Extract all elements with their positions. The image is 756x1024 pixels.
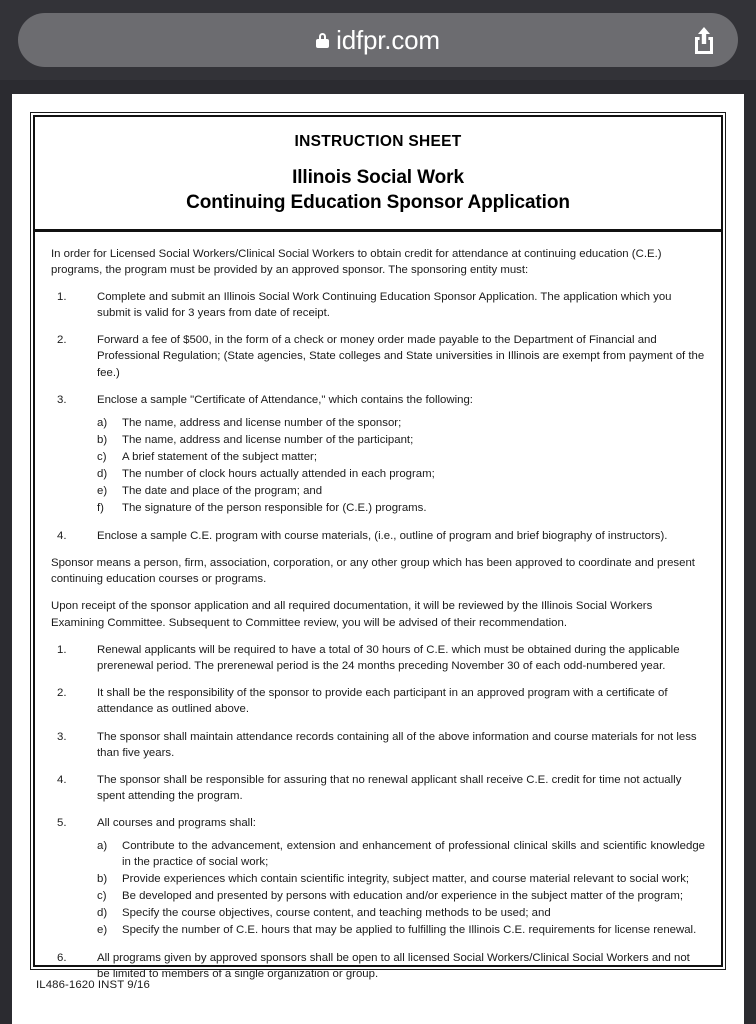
browser-toolbar [0, 0, 756, 80]
list-item-text: The name, address and license number of the participant; [122, 434, 414, 446]
url-text: idfpr.com [336, 24, 440, 55]
list-item [51, 642, 705, 674]
list-item-text: Specify the number of C.E. hours that may be applied to fulfilling the Illinois C.E. requirements for license renewal. [122, 924, 697, 937]
list-item [97, 872, 705, 888]
list-marker: c) [97, 450, 107, 463]
list-item [97, 923, 705, 939]
list-marker: 2. [57, 334, 67, 347]
list-item-text: Renewal applicants will be required to have a total of 30 hours of C.E. which must be obtained during the applicable prerenewal period. The prerenewal period is the 24 months preceding November 30 of each odd-numbered year. [97, 643, 680, 672]
list-item [97, 467, 705, 483]
list-marker: b) [97, 873, 108, 886]
list-item [97, 889, 705, 905]
list-item-text: Forward a fee of $500, in the form of a check or money order made payable to the Department of Financial and Professional Regulation; (State agencies, State colleges and State universities in Illinois are exempt from payment of the fee.) [97, 334, 705, 379]
list-item-text: It shall be the responsibility of the sponsor to provide each participant in an approved program with a certificate of attendance as outlined above. [97, 687, 668, 716]
list-item-text: The name, address and license number of the sponsor; [122, 417, 402, 430]
list-item-text: Complete and submit an Illinois Social Work Continuing Education Sponsor Application. The application which you submit is valid for 3 years from date of receipt. [97, 290, 672, 320]
list-item-text: The signature of the person responsible for (C.E.) programs. [122, 501, 427, 514]
document-form-number: IL486-1620 INST 9/16 [36, 979, 150, 991]
document-body [35, 232, 721, 981]
document-title-line-1: Illinois Social Work [292, 167, 464, 188]
share-icon [691, 25, 717, 55]
list-item-text: All courses and programs shall: [97, 817, 256, 830]
list-marker: 4. [57, 529, 67, 542]
sponsor-definition-paragraph: Sponsor means a person, firm, association, corporation, or any other group which has been approved to coordinate and present continuing education courses or programs. [51, 557, 695, 586]
list-item-text: Contribute to the advancement, extension and enhancement of professional clinical skills and scientific knowledge in the practice of social work; [122, 840, 705, 869]
list-item [97, 450, 705, 466]
address-bar[interactable] [18, 13, 738, 67]
list-item [51, 815, 705, 939]
list-marker: c) [97, 890, 107, 903]
list-marker: a) [97, 840, 108, 853]
list-marker: e) [97, 924, 108, 937]
list-item [97, 416, 705, 432]
list-item [97, 433, 705, 449]
review-process-paragraph: Upon receipt of the sponsor application and all required documentation, it will be reviewed by the Illinois Social Workers Examining Committee. Subsequent to Committee review, you will be advised of their recommendation. [51, 600, 653, 629]
list-item-text: Specify the course objectives, course content, and teaching methods to be used; and [122, 907, 551, 920]
list-marker: 5. [57, 817, 67, 830]
document-page [12, 94, 744, 1024]
list-marker: e) [97, 484, 108, 497]
list-item-text: The sponsor shall maintain attendance records containing all of the above information and course materials for not less than five years. [97, 730, 697, 759]
list-item [51, 528, 705, 544]
requirements-list-1 [51, 289, 705, 544]
list-item-text: The number of clock hours actually attended in each program; [122, 467, 435, 480]
list-marker: 1. [57, 643, 67, 656]
share-button[interactable] [684, 20, 724, 60]
list-item-text: Provide experiences which contain scientific integrity, subject matter, and course material relevant to social work; [122, 873, 690, 886]
list-marker: 4. [57, 773, 67, 786]
list-marker: f) [97, 501, 104, 514]
address-bar-content [316, 25, 440, 56]
courses-sublist [97, 839, 705, 939]
document-frame [30, 112, 726, 981]
list-marker: b) [97, 434, 108, 446]
list-item [51, 729, 705, 761]
list-item-text: Enclose a sample C.E. program with course materials, (i.e., outline of program and brief biography of instructors). [97, 529, 668, 542]
document-header [35, 117, 721, 230]
list-item [51, 332, 705, 381]
list-item [97, 484, 705, 500]
lock-icon [316, 33, 329, 48]
list-marker: 1. [57, 290, 67, 303]
list-item [51, 685, 705, 717]
list-item [51, 772, 705, 804]
list-marker: d) [97, 467, 108, 480]
document-frame-inner [33, 115, 723, 981]
list-marker: 3. [57, 730, 67, 743]
list-item [51, 392, 705, 517]
list-item-text: A brief statement of the subject matter; [122, 450, 318, 463]
list-marker: 3. [57, 393, 67, 406]
list-item-text: The sponsor shall be responsible for assuring that no renewal applicant shall receive C.E. credit for time not actually spent attending the program. [97, 773, 682, 803]
list-item-text: The date and place of the program; and [122, 484, 323, 497]
list-item-text: Be developed and presented by persons with education and/or experience in the subject matter of the program; [122, 890, 684, 903]
intro-paragraph: In order for Licensed Social Workers/Clinical Social Workers to obtain credit for attendance at continuing education (C.E.) programs, the program must be provided by an approved sponsor. The sponsoring entity must: [51, 247, 662, 276]
list-item [97, 906, 705, 922]
list-marker: d) [97, 907, 108, 920]
list-item-text: Enclose a sample "Certificate of Attendance," which contains the following: [97, 393, 473, 406]
list-marker: 2. [57, 687, 67, 700]
list-marker: 6. [57, 952, 67, 965]
document-title-line-2: Continuing Education Sponsor Application [186, 192, 570, 214]
list-item-text: All programs given by approved sponsors shall be open to all licensed Social Workers/Clinical Social Workers and not be limited to members of a single organization or group. [97, 952, 690, 981]
document-viewport[interactable] [0, 80, 756, 1024]
list-item [51, 950, 705, 982]
list-marker: a) [97, 417, 108, 430]
list-item [97, 839, 705, 871]
list-item [51, 289, 705, 321]
requirements-list-2 [51, 642, 705, 983]
instruction-sheet-kicker: INSTRUCTION SHEET [294, 133, 462, 150]
certificate-sublist [97, 416, 705, 517]
list-item [97, 501, 705, 517]
